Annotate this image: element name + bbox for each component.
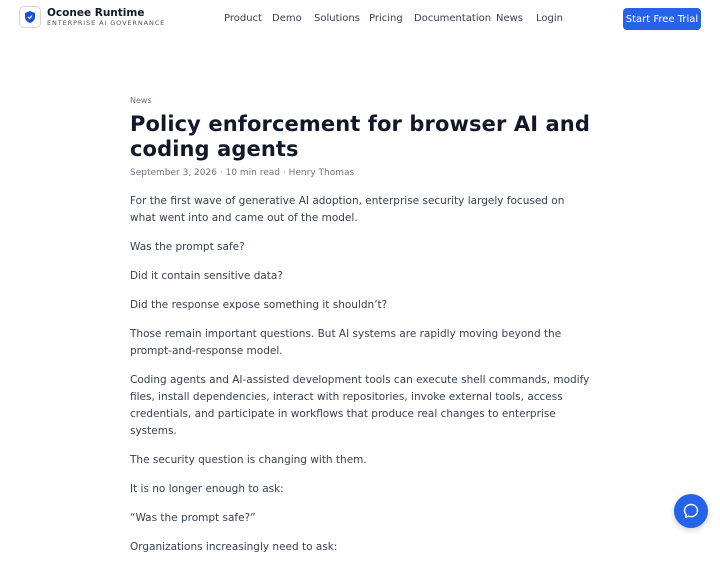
article-read-time: 10 min read [225, 168, 280, 178]
article-paragraph: The security question is changing with them. [130, 454, 367, 466]
nav-link-pricing[interactable]: Pricing [369, 13, 403, 24]
article-meta [130, 168, 592, 178]
article-paragraph: For the first wave of generative AI adoption, enterprise security largely focused on what went into and came out of the model. [130, 195, 565, 224]
meta-separator: · [219, 168, 226, 178]
chat-bubble-icon [683, 503, 699, 519]
article-author: Henry Thomas [288, 168, 355, 178]
article [130, 96, 592, 568]
article-paragraph: Organizations increasingly need to ask: [130, 541, 338, 553]
nav-link-demo[interactable]: Demo [272, 13, 302, 24]
article-paragraph: Coding agents and AI-assisted development tools can execute shell commands, modify files, install dependencies, interact with repositories, invoke external tools, access credentials, and participate in workflows that produce real changes to enterprise systems. [130, 374, 590, 437]
top-navigation [0, 0, 720, 38]
article-paragraph: Those remain important questions. But AI systems are rapidly moving beyond the prompt-and-response model. [130, 328, 562, 357]
meta-separator: · [282, 168, 289, 178]
nav-link-login[interactable]: Login [536, 13, 563, 24]
article-paragraph: It is no longer enough to ask: [130, 483, 284, 495]
nav-link-documentation[interactable]: Documentation [414, 13, 492, 24]
article-body [130, 193, 592, 556]
article-paragraph: “Was the prompt safe?” [130, 512, 256, 524]
article-paragraph: Did it contain sensitive data? [130, 270, 283, 282]
brand-tagline: ENTERPRISE AI GOVERNANCE [47, 19, 166, 27]
article-title: Policy enforcement for browser AI and coding agents [130, 112, 590, 161]
start-free-trial-button[interactable]: Start Free Trial [623, 8, 701, 30]
article-category[interactable]: News [130, 96, 152, 105]
nav-link-solutions[interactable]: Solutions [314, 13, 360, 24]
article-date: September 3, 2026 [130, 168, 217, 178]
article-paragraph: Was the prompt safe? [130, 241, 245, 253]
brand-name: Oconee Runtime [47, 6, 145, 19]
nav-links [0, 13, 720, 27]
chat-launcher-button[interactable] [674, 494, 708, 528]
nav-link-product[interactable]: Product [224, 13, 262, 24]
article-paragraph: Did the response expose something it shouldn’t? [130, 299, 388, 311]
nav-link-news[interactable]: News [496, 13, 524, 24]
